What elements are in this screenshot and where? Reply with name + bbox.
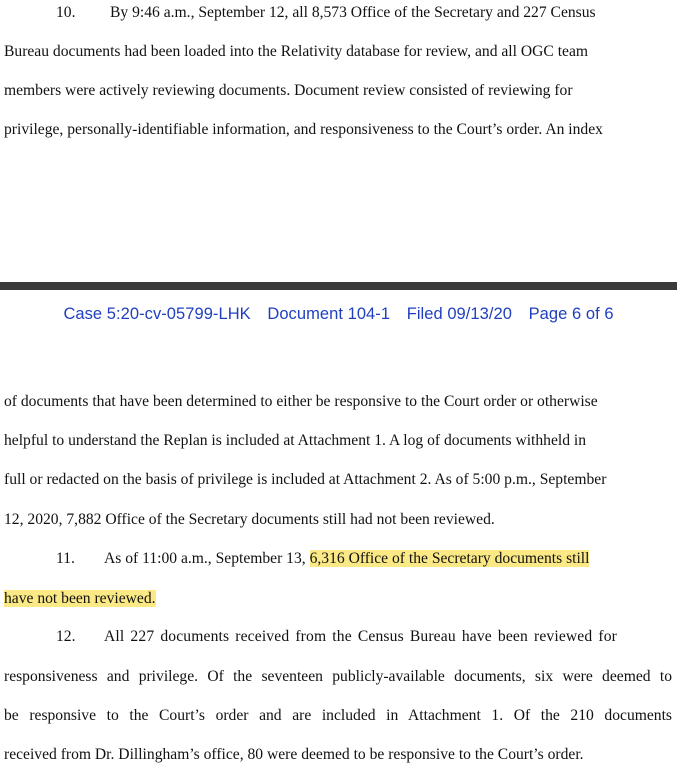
para11-line-2 [4, 589, 672, 609]
para10-cont-line-3: full or redacted on the basis of privilege is included at Attachment 2. As of 5:00 p.m., September [4, 471, 607, 488]
para12-text-1: All 227 documents received from the Census Bureau have been reviewed for [104, 628, 618, 645]
page-number: Page 6 of 6 [528, 305, 614, 323]
para10-text-1: By 9:46 a.m., September 12, all 8,573 Office of the Secretary and 227 Census [110, 4, 596, 21]
para11-line-1 [4, 549, 672, 569]
page-top [0, 0, 677, 282]
case-number: Case 5:20-cv-05799-LHK [63, 305, 251, 323]
para10-cont-line-2: helpful to understand the Replan is included at Attachment 1. A log of documents withheld in [4, 432, 587, 449]
para10-line-2: Bureau documents had been loaded into the Relativity database for review, and all OGC team [4, 43, 588, 60]
page-bottom [0, 290, 677, 771]
para11-highlight-2: have not been reviewed. [4, 590, 156, 607]
para10-cont-line-4: 12, 2020, 7,882 Office of the Secretary documents still had not been reviewed. [4, 511, 495, 528]
para12-line-1 [4, 627, 672, 647]
para10-line-1 [4, 3, 672, 23]
para10-number: 10. [56, 4, 76, 21]
para10-line-3: members were actively reviewing documents. Document review consisted of reviewing for [4, 82, 573, 99]
para11-number: 11. [56, 550, 75, 567]
page-divider [0, 282, 677, 290]
para11-highlight-1: 6,316 Office of the Secretary documents still [309, 550, 590, 567]
para12-line-4: received from Dr. Dillingham’s office, 80 were deemed to be responsive to the Court’s order. [4, 746, 584, 763]
document-number: Document 104-1 [267, 305, 391, 323]
case-header [0, 305, 677, 324]
filed-date: Filed 09/13/20 [406, 305, 512, 323]
para10-line-4: privilege, personally-identifiable information, and responsiveness to the Court’s order. An index [4, 121, 603, 138]
para12-line-2: responsiveness and privilege. Of the seventeen publicly-available documents, six were deemed to [4, 668, 672, 685]
para11-prefix: As of 11:00 a.m., September 13, [104, 550, 310, 567]
para10-cont-line-1: of documents that have been determined to either be responsive to the Court order or otherwise [4, 393, 598, 410]
para12-number: 12. [56, 628, 76, 645]
para12-line-3: be responsive to the Court’s order and are included in Attachment 1. Of the 210 documents [4, 707, 672, 724]
